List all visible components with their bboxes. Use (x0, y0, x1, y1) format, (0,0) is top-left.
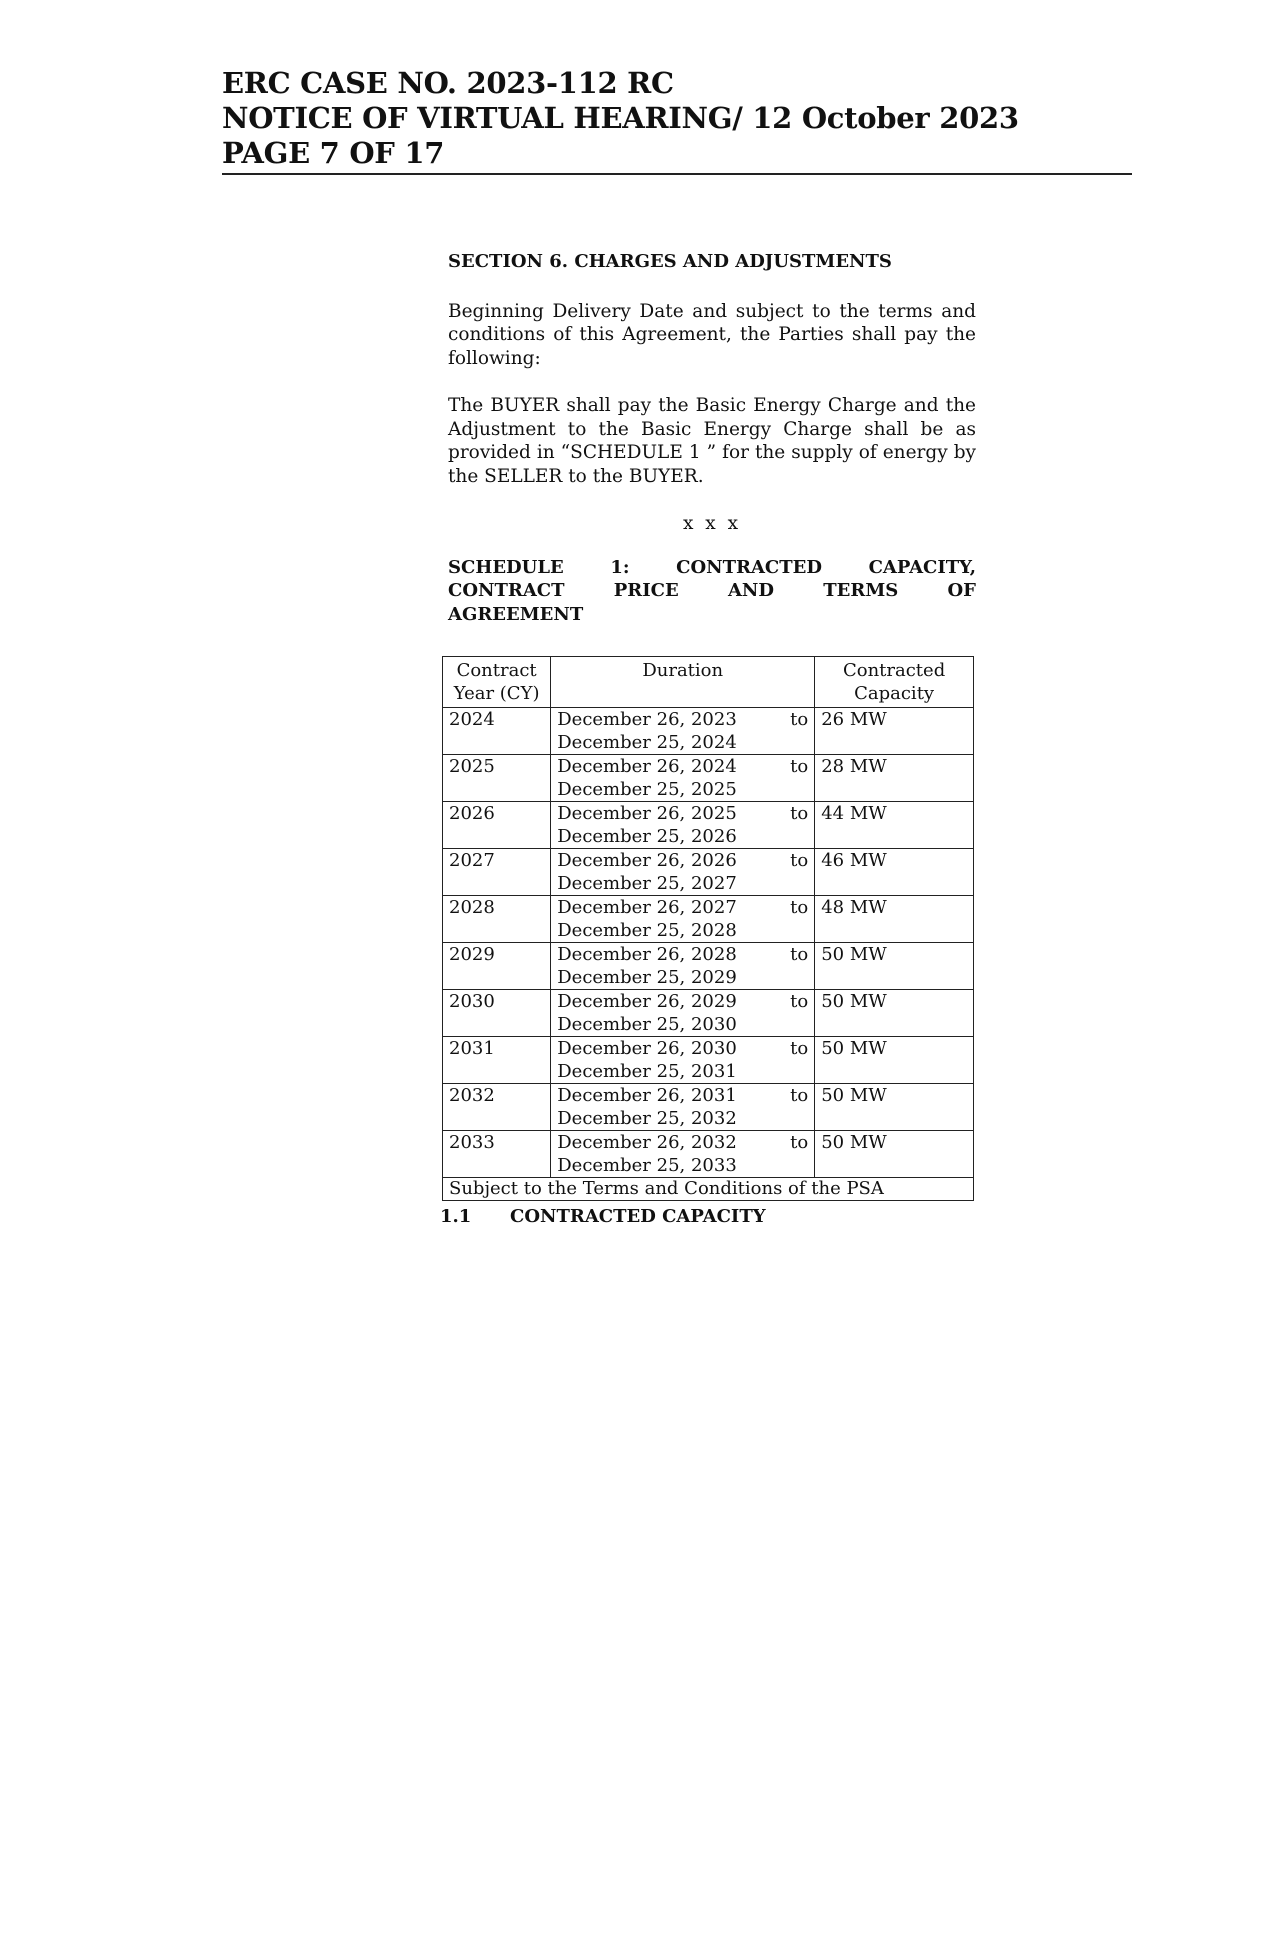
page-number: PAGE 7 OF 17 (222, 136, 445, 170)
duration-to: to (790, 991, 809, 1012)
duration-start: December 26, 2029 (557, 991, 737, 1012)
cell-contracted-capacity: 44 MW (815, 802, 974, 849)
cell-contracted-capacity: 50 MW (815, 1131, 974, 1178)
schedule-word: TERMS (823, 580, 899, 601)
cell-duration (551, 896, 815, 943)
duration-start-line (557, 1131, 808, 1154)
duration-start: December 26, 2023 (557, 709, 737, 730)
duration-start: December 26, 2025 (557, 803, 737, 824)
cell-duration (551, 802, 815, 849)
cell-duration (551, 990, 815, 1037)
cell-duration (551, 1037, 815, 1084)
duration-end: December 25, 2031 (557, 1061, 737, 1082)
cell-duration (551, 708, 815, 755)
paragraph-intro: Beginning Delivery Date and subject to the terms and conditions of this Agreement, the Parties shall pay the following: (448, 300, 976, 369)
table-row (443, 990, 974, 1037)
schedule-title-line-1 (448, 556, 976, 580)
duration-start: December 26, 2026 (557, 850, 737, 871)
duration-to: to (790, 709, 809, 730)
table-row (443, 1037, 974, 1084)
duration-to: to (790, 756, 809, 777)
cell-contracted-capacity: 28 MW (815, 755, 974, 802)
duration-start: December 26, 2024 (557, 756, 737, 777)
omission-separator: x x x (682, 513, 742, 534)
duration-start: December 26, 2030 (557, 1038, 737, 1059)
subsection-title: CONTRACTED CAPACITY (510, 1206, 766, 1227)
duration-to: to (790, 1085, 809, 1106)
duration-to: to (790, 850, 809, 871)
document-header (222, 66, 1132, 171)
header-divider (222, 173, 1132, 175)
duration-to: to (790, 944, 809, 965)
duration-end: December 25, 2025 (557, 779, 737, 800)
schedule-word: CONTRACTED (676, 556, 822, 578)
schedule-word: SCHEDULE (448, 556, 564, 578)
duration-start-line (557, 1084, 808, 1107)
schedule-word: AND (727, 580, 774, 601)
duration-start-line (557, 849, 808, 872)
cell-contract-year: 2030 (443, 990, 551, 1037)
cell-contract-year: 2027 (443, 849, 551, 896)
table-header-row (443, 657, 974, 708)
duration-end: December 25, 2026 (557, 826, 737, 847)
duration-start: December 26, 2032 (557, 1132, 737, 1153)
schedule-word: CONTRACT (448, 580, 565, 601)
case-number: ERC CASE NO. 2023-112 RC (222, 66, 674, 100)
cell-contracted-capacity: 46 MW (815, 849, 974, 896)
cell-contract-year: 2026 (443, 802, 551, 849)
duration-start-line (557, 708, 808, 731)
duration-start-line (557, 802, 808, 825)
schedule-title (448, 556, 976, 627)
cell-contract-year: 2028 (443, 896, 551, 943)
notice-title: NOTICE OF VIRTUAL HEARING/ 12 October 2023 (222, 101, 1019, 135)
cell-duration (551, 849, 815, 896)
duration-end: December 25, 2027 (557, 873, 737, 894)
cell-contracted-capacity: 50 MW (815, 990, 974, 1037)
schedule-word: OF (947, 580, 976, 601)
subsection-number: 1.1 (440, 1206, 472, 1227)
duration-end: December 25, 2029 (557, 967, 737, 988)
subsection-heading (440, 1205, 976, 1229)
paragraph-buyer: The BUYER shall pay the Basic Energy Charge and the Adjustment to the Basic Energy Charge shall be as provided in “SCHEDULE 1 ” for the supply of energy by the SELLER to the BUYER. (448, 395, 976, 487)
cell-contract-year: 2024 (443, 708, 551, 755)
duration-start-line (557, 1037, 808, 1060)
cell-contract-year: 2025 (443, 755, 551, 802)
header-contracted-capacity: Contracted Capacity (815, 657, 974, 708)
duration-end: December 25, 2033 (557, 1155, 737, 1176)
table-row (443, 755, 974, 802)
cell-contract-year: 2031 (443, 1037, 551, 1084)
duration-start-line (557, 896, 808, 919)
schedule-word: 1: (610, 556, 630, 578)
cell-duration (551, 1084, 815, 1131)
schedule-word: CAPACITY, (868, 556, 976, 578)
duration-start: December 26, 2031 (557, 1085, 737, 1106)
cell-duration (551, 943, 815, 990)
cell-duration (551, 1131, 815, 1178)
duration-end: December 25, 2028 (557, 920, 737, 941)
schedule-title-line-3: AGREEMENT (448, 603, 584, 625)
cell-contract-year: 2029 (443, 943, 551, 990)
duration-start: December 26, 2028 (557, 944, 737, 965)
table-footnote-row (443, 1178, 974, 1201)
duration-end: December 25, 2024 (557, 732, 737, 753)
schedule-title-line-2 (448, 579, 976, 603)
table-row (443, 943, 974, 990)
duration-start-line (557, 943, 808, 966)
section-title: SECTION 6. CHARGES AND ADJUSTMENTS (448, 251, 892, 272)
cell-contract-year: 2033 (443, 1131, 551, 1178)
header-contract-year: Contract Year (CY) (443, 657, 551, 708)
duration-start-line (557, 990, 808, 1013)
table-row (443, 1131, 974, 1178)
cell-contracted-capacity: 50 MW (815, 1084, 974, 1131)
duration-end: December 25, 2030 (557, 1014, 737, 1035)
duration-to: to (790, 803, 809, 824)
cell-contracted-capacity: 26 MW (815, 708, 974, 755)
main-content (440, 250, 976, 1229)
table-row (443, 802, 974, 849)
duration-start-line (557, 755, 808, 778)
table-row (443, 708, 974, 755)
cell-contracted-capacity: 48 MW (815, 896, 974, 943)
schedule-word: PRICE (613, 580, 679, 601)
table-row (443, 896, 974, 943)
duration-end: December 25, 2032 (557, 1108, 737, 1129)
schedule-table (442, 656, 974, 1201)
duration-start: December 26, 2027 (557, 897, 737, 918)
table-row (443, 1084, 974, 1131)
table-footnote: Subject to the Terms and Conditions of the PSA (443, 1178, 974, 1201)
duration-to: to (790, 1038, 809, 1059)
duration-to: to (790, 1132, 809, 1153)
cell-contracted-capacity: 50 MW (815, 1037, 974, 1084)
duration-to: to (790, 897, 809, 918)
cell-duration (551, 755, 815, 802)
cell-contract-year: 2032 (443, 1084, 551, 1131)
table-row (443, 849, 974, 896)
header-duration: Duration (551, 657, 815, 708)
cell-contracted-capacity: 50 MW (815, 943, 974, 990)
